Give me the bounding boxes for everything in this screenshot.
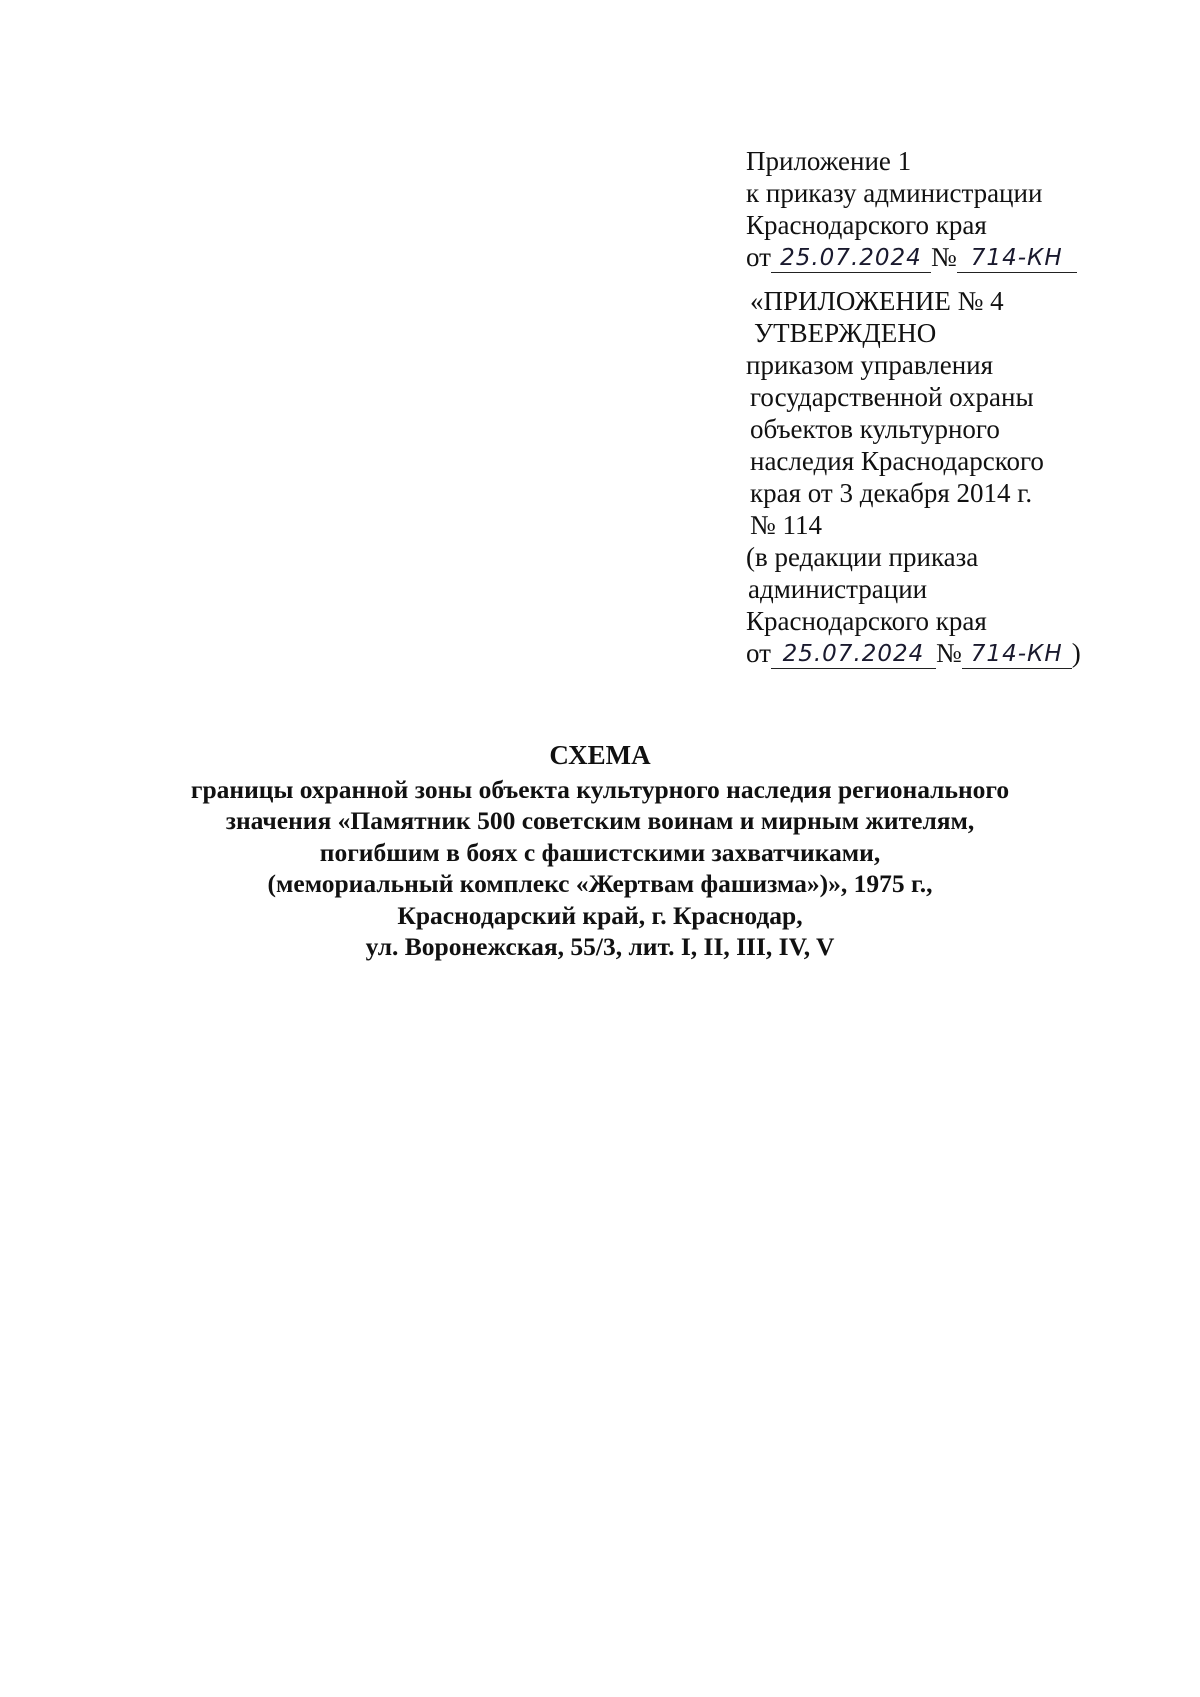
revision-admin: администрации (748, 574, 928, 604)
revision-closing-paren: ) (1071, 638, 1081, 668)
approved-authority-1: государственной охраны (750, 382, 1034, 412)
scheme-title-line-4: (мемориальный комплекс «Жертвам фашизма»)», 1975 г., (267, 869, 933, 898)
revision-handwritten-date: 25.07.2024 (771, 640, 936, 669)
approved-appendix-number: «ПРИЛОЖЕНИЕ № 4 (750, 286, 1004, 316)
revision-handwritten-number: 714-КН (962, 640, 1072, 669)
revision-region: Краснодарского края (746, 606, 987, 636)
approved-authority-2: объектов культурного (750, 414, 1000, 444)
revision-date-prefix: от (746, 638, 771, 668)
approved-label: УТВЕРЖДЕНО (754, 318, 937, 348)
appendix-block (746, 145, 1126, 669)
scheme-title-line-1: границы охранной зоны объекта культурного наследия регионального (190, 774, 1010, 804)
date-prefix: от (746, 242, 771, 272)
approved-number: № 114 (750, 510, 823, 540)
scheme-title-line-2: значения «Памятник 500 советским воинам и мирным жителям, (225, 806, 975, 835)
revision-note: (в редакции приказа (746, 542, 979, 572)
revision-date-line (746, 637, 1126, 669)
approved-authority-3: наследия Краснодарского (750, 446, 1044, 476)
scheme-title (150, 740, 1050, 963)
approved-order: приказом управления (746, 350, 994, 380)
revision-number-sign: № (935, 638, 962, 668)
scheme-title-line-3: погибшим в боях с фашистскими захватчиками, (319, 837, 881, 867)
scheme-title-line-5: Краснодарский край, г. Краснодар, (397, 900, 803, 930)
appendix-region: Краснодарского края (746, 210, 987, 240)
appendix-date-line (746, 241, 1126, 273)
approved-date: края от 3 декабря 2014 г. (750, 478, 1033, 508)
handwritten-date: 25.07.2024 (771, 244, 931, 273)
appendix-label: Приложение 1 (746, 146, 912, 176)
appendix-order-ref: к приказу администрации (746, 178, 1043, 208)
scheme-title-line-6: ул. Воронежская, 55/3, лит. I, II, III, IV, V (365, 932, 835, 961)
scheme-heading: СХЕМА (549, 740, 651, 770)
handwritten-number: 714-КН (957, 244, 1077, 273)
number-sign: № (930, 242, 957, 272)
